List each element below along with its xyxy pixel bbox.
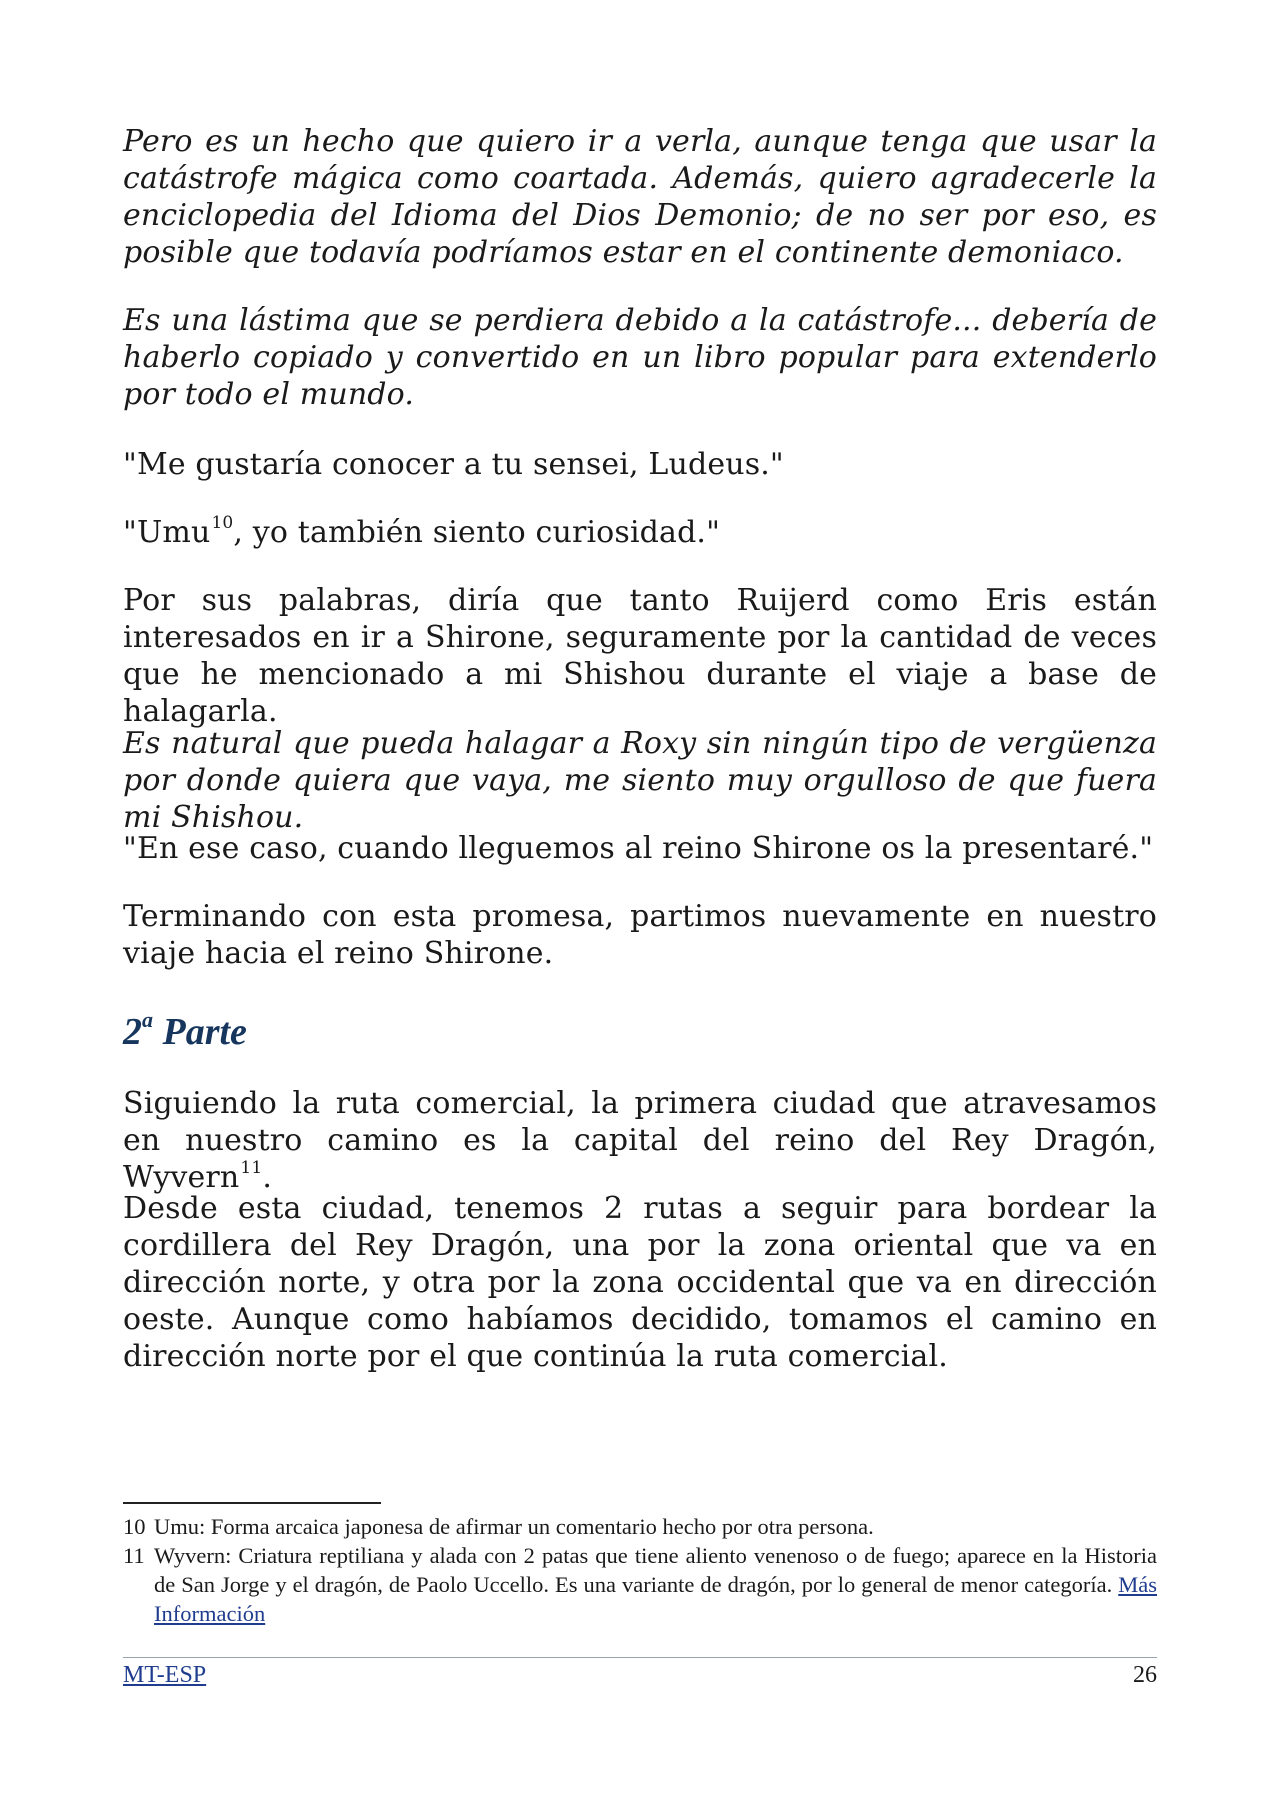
- paragraph-10: Desde esta ciudad, tenemos 2 rutas a seguir para bordear la cordillera del Rey Dragón, una por la zona oriental que va en dirección norte, y otra por la zona occidental que va en dirección oeste. Aunque como habíamos decidido, tomamos el camino en dirección norte por el que continúa la ruta comercial.: [123, 1191, 1157, 1374]
- footnote-ref-11[interactable]: 11: [240, 1158, 263, 1178]
- paragraph-4-end: , yo también siento curiosidad.": [233, 515, 721, 550]
- more-info-link[interactable]: Más Información: [154, 1572, 1157, 1626]
- paragraph-9-end: .: [262, 1160, 273, 1195]
- footnote-separator: [123, 1502, 381, 1504]
- paragraph-9: [123, 1085, 1157, 1196]
- footnote-10-number: 10: [123, 1514, 146, 1539]
- paragraph-4: [123, 514, 1157, 551]
- section-heading: [123, 1007, 247, 1054]
- paragraph-9-start: Siguiendo la ruta comercial, la primera ciudad que atravesamos en nuestro camino es la capital del reino del Rey Dragón, Wyvern: [123, 1086, 1157, 1195]
- paragraph-8: Terminando con esta promesa, partimos nuevamente en nuestro viaje hacia el reino Shirone.: [123, 899, 1157, 971]
- heading-superscript: a: [142, 1007, 153, 1032]
- footnote-11-number: 11: [123, 1543, 145, 1568]
- footnote-10: [123, 1512, 1157, 1541]
- heading-number: 2: [123, 1011, 142, 1053]
- footnote-11: [123, 1541, 1157, 1628]
- footnote-11-body: [154, 1541, 1157, 1628]
- footnote-ref-10[interactable]: 10: [211, 513, 234, 533]
- footnote-11-text: Wyvern: Criatura reptiliana y alada con 2 patas que tiene aliento venenoso o de fuego; aparece en la Historia de San Jorge y el dragón, de Paolo Uccello. Es una variante de dragón, por lo general de menor categoría.: [154, 1543, 1157, 1597]
- paragraph-5: Por sus palabras, diría que tanto Ruijerd como Eris están interesados en ir a Shirone, seguramente por la cantidad de veces que he mencionado a mi Shishou durante el viaje a base de halagarla.: [123, 583, 1157, 729]
- heading-text: Parte: [153, 1011, 247, 1053]
- paragraph-6: Es natural que pueda halagar a Roxy sin ningún tipo de vergüenza por donde quiera que vaya, me siento muy orgulloso de que fuera mi Shishou.: [123, 726, 1157, 835]
- paragraph-2: Es una lástima que se perdiera debido a la catástrofe... debería de haberlo copiado y convertido en un libro popular para extenderlo por todo el mundo.: [123, 303, 1157, 412]
- footer-divider: [123, 1657, 1157, 1658]
- page-number: 26: [1133, 1662, 1157, 1688]
- footer-site-link[interactable]: MT-ESP: [123, 1662, 207, 1688]
- paragraph-7: "En ese caso, cuando lleguemos al reino Shirone os la presentaré.": [123, 831, 1154, 866]
- paragraph-3: "Me gustaría conocer a tu sensei, Ludeus.": [123, 447, 784, 482]
- paragraph-4-start: "Umu: [123, 515, 211, 550]
- paragraph-1: Pero es un hecho que quiero ir a verla, aunque tenga que usar la catástrofe mágica como coartada. Además, quiero agradecerle la enciclopedia del Idioma del Dios Demonio; de no ser por eso, es posible que todavía podríamos estar en el continente demoniaco.: [123, 124, 1157, 270]
- footnote-10-text: Umu: Forma arcaica japonesa de afirmar un comentario hecho por otra persona.: [154, 1514, 874, 1539]
